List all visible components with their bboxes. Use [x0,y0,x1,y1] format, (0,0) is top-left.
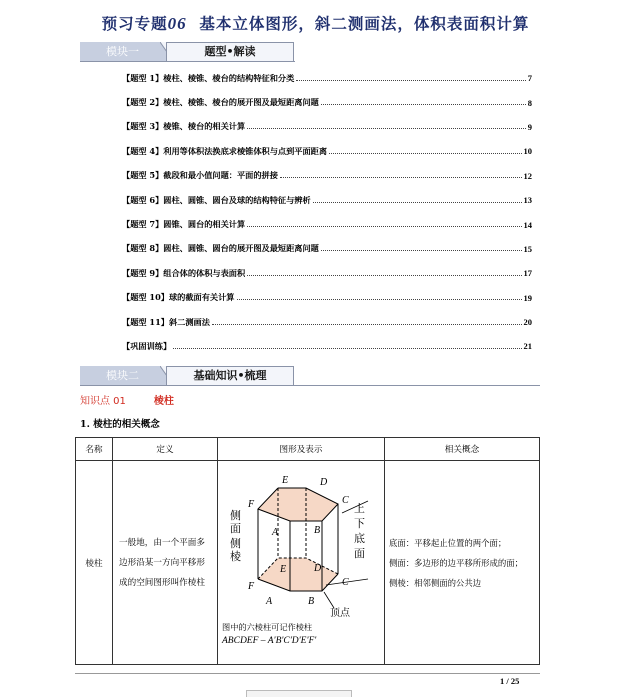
divider [80,61,295,62]
knowledge-point-name: 棱柱 [153,396,174,407]
table-row [76,461,540,665]
toc-entry-page: 9 [527,121,532,132]
row-definition: 一般地，由一个平面多边形沿某一方向平移形成的空间图形叫作棱柱 [113,461,218,665]
toc-leader [247,122,526,129]
toc-leader [280,171,522,178]
hexagonal-prism-figure [218,461,384,619]
toc-entry-text: 【题型 7】圆锥、圆台的相关计算 [122,219,246,230]
vertex-label: B [314,525,321,536]
toc-entry-text: 【题型 8】圆柱、圆锥、圆台的展开图及最短距离问题 [122,243,319,254]
toc-entry-page: 15 [523,243,532,254]
figure-cell [218,461,385,665]
row-name: 棱柱 [76,461,113,665]
toc-entry[interactable] [122,139,532,163]
toc-entry[interactable] [122,212,532,236]
vertex-term-label: 顶点 [330,608,350,619]
table-of-contents [122,66,532,359]
vertex-label: C [342,577,349,588]
toc-entry[interactable] [122,261,532,285]
related-concepts [385,461,540,665]
toc-entry-page: 8 [527,97,532,108]
figure-note: 图中的六棱柱可记作棱柱 [222,622,313,632]
module1-label: 题型•解读 [166,42,294,62]
toc-entry-page: 20 [523,317,532,328]
toc-entry[interactable] [122,90,532,114]
module2-tag: 模块二 [80,366,172,386]
viewer-scrollbar[interactable] [246,690,352,697]
toc-leader [321,98,526,105]
toc-leader [321,244,522,251]
toc-leader [173,342,521,349]
vertex-label: D [320,477,328,488]
module1-banner [80,42,295,62]
toc-entry-page: 21 [523,341,532,352]
page-number: 1 / 25 [500,676,520,686]
lateral-edge-label: 侧棱 [230,537,241,563]
table-header-cell: 图形及表示 [218,438,385,461]
toc-entry-page: 7 [527,73,532,84]
toc-leader [212,318,522,325]
concept-item: 底面：平移起止位置的两个面； [389,537,507,548]
toc-entry-text: 【题型 4】利用等体积法换底求棱锥体积与点到平面距离 [122,145,328,156]
toc-entry-text: 【题型 5】截段和最小值问题：平面的拼接 [122,170,278,181]
toc-entry[interactable] [122,310,532,334]
toc-leader [329,147,521,154]
toc-leader [247,269,521,276]
toc-entry[interactable] [122,115,532,139]
toc-entry[interactable] [122,286,532,310]
vertex-label: A [266,596,273,607]
toc-entry-text: 【巩固训练】 [122,340,172,351]
module2-label: 基础知识•梳理 [166,366,294,386]
toc-entry-page: 17 [523,268,532,279]
toc-entry-text: 【题型 9】组合体的体积与表面积 [122,267,246,278]
toc-leader [313,196,522,203]
section-heading: 1. 棱柱的相关概念 [80,419,160,430]
concept-table [75,437,540,665]
toc-leader [296,74,525,81]
vertex-label: F [248,499,255,510]
toc-entry-text: 【题型 6】圆柱、圆锥、圆台及球的结构特征与辨析 [122,194,311,205]
concept-item: 侧面：多边形的边平移所形成的面； [389,557,523,568]
figure-formula: ABCDEF – A'B'C'D'E'F' [222,636,317,646]
vertex-label: A [272,527,279,538]
toc-leader [237,293,522,300]
toc-entry-text: 【题型 11】斜二测画法 [122,316,210,327]
vertex-label: C [342,495,349,506]
bases-label: 上下底面 [354,502,365,560]
toc-entry[interactable] [122,237,532,261]
vertex-label: E [280,564,287,575]
vertex-label: F [248,581,255,592]
knowledge-point-index: 知识点 01 [80,396,126,407]
toc-entry-text: 【题型 3】棱锥、棱台的相关计算 [122,121,246,132]
toc-entry-page: 19 [523,292,532,303]
toc-entry-text: 【题型 2】棱柱、棱锥、棱台的展开图及最短距离问题 [122,97,319,108]
toc-entry-page: 12 [523,170,532,181]
toc-entry-page: 10 [523,146,532,157]
lateral-face-label: 侧面 [230,509,241,535]
toc-entry-text: 【题型 1】棱柱、棱锥、棱台的结构特征和分类 [122,72,295,83]
page-title: 预习专题06 基本立体图形，斜二测画法，体积表面积计算 [101,14,530,33]
toc-entry[interactable] [122,188,532,212]
table-header-row [76,438,540,461]
footer-divider [75,673,540,674]
toc-entry-text: 【题型 10】球的截面有关计算 [122,292,235,303]
divider [80,385,540,386]
module2-banner [80,366,295,386]
vertex-label: E [282,475,289,486]
vertex-label: B [308,596,315,607]
concept-item: 侧棱：相邻侧面的公共边 [389,577,482,588]
toc-leader [247,220,521,227]
toc-entry[interactable] [122,164,532,188]
toc-entry-page: 13 [523,195,532,206]
module1-tag: 模块一 [80,42,172,62]
table-header-cell: 名称 [76,438,113,461]
table-header-cell: 相关概念 [385,438,540,461]
vertex-label: D [314,563,322,574]
knowledge-point-heading [80,392,174,407]
toc-entry[interactable] [122,334,532,358]
table-header-cell: 定义 [113,438,218,461]
toc-entry[interactable] [122,66,532,90]
toc-entry-page: 14 [523,219,532,230]
